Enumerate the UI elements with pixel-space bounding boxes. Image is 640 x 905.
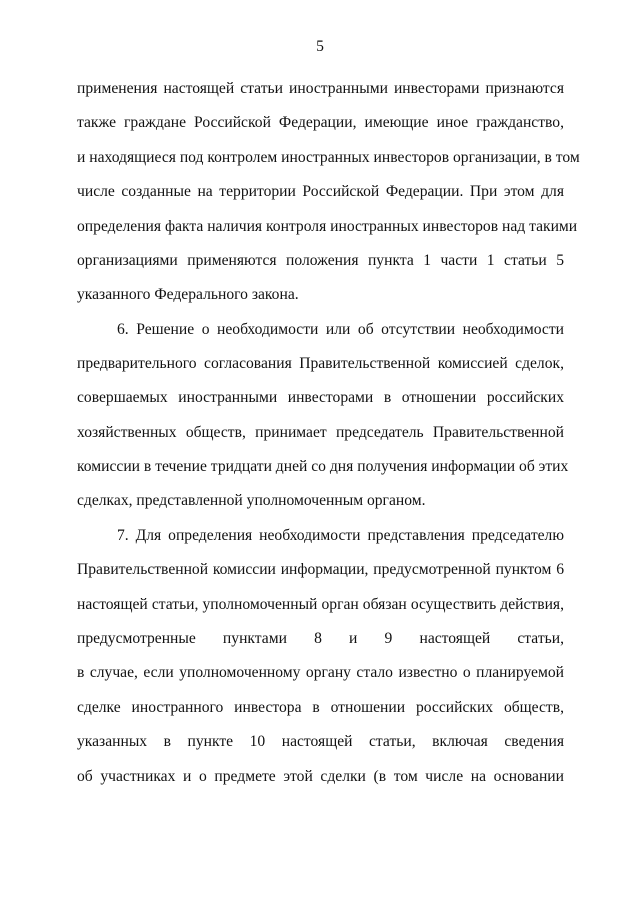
paragraph-6-first-line: 6. Решение о необходимости или об отсутствии необходимости: [117, 321, 564, 338]
text-line: комиссии в течение тридцати дней со дня получения информации об этих: [77, 458, 569, 475]
text-line: сделке иностранного инвестора в отношении российских обществ,: [77, 699, 564, 716]
text-line: числе созданные на территории Российской Федерации. При этом для: [77, 183, 564, 200]
text-line: применения настоящей статьи иностранными инвесторами признаются: [77, 80, 564, 97]
text-line: предварительного согласования Правительственной комиссией сделок,: [77, 355, 564, 372]
text-line: и находящиеся под контролем иностранных инвесторов организации, в том: [77, 149, 580, 166]
text-line: организациями применяются положения пункта 1 части 1 статьи 5: [77, 252, 564, 269]
text-line: настоящей статьи, уполномоченный орган обязан осуществить действия,: [77, 596, 564, 613]
text-line: также граждане Российской Федерации, имеющие иное гражданство,: [77, 114, 564, 131]
text-line: предусмотренные пунктами 8 и 9 настоящей статьи,: [77, 630, 564, 647]
text-line: сделках, представленной уполномоченным органом.: [77, 492, 426, 509]
text-line: в случае, если уполномоченному органу стало известно о планируемой: [77, 664, 564, 681]
paragraph-7-first-line: 7. Для определения необходимости представления председателю: [117, 527, 564, 544]
text-line: указанных в пункте 10 настоящей статьи, включая сведения: [77, 733, 564, 750]
text-line: указанного Федерального закона.: [77, 286, 299, 303]
text-line: определения факта наличия контроля иностранных инвесторов над такими: [77, 218, 578, 235]
text-line: об участниках и о предмете этой сделки (в том числе на основании: [77, 768, 564, 785]
text-line: совершаемых иностранными инвесторами в отношении российских: [77, 389, 564, 406]
text-line: хозяйственных обществ, принимает председатель Правительственной: [77, 424, 564, 441]
text-line: Правительственной комиссии информации, предусмотренной пунктом 6: [77, 561, 564, 578]
page-number: 5: [316, 38, 324, 55]
